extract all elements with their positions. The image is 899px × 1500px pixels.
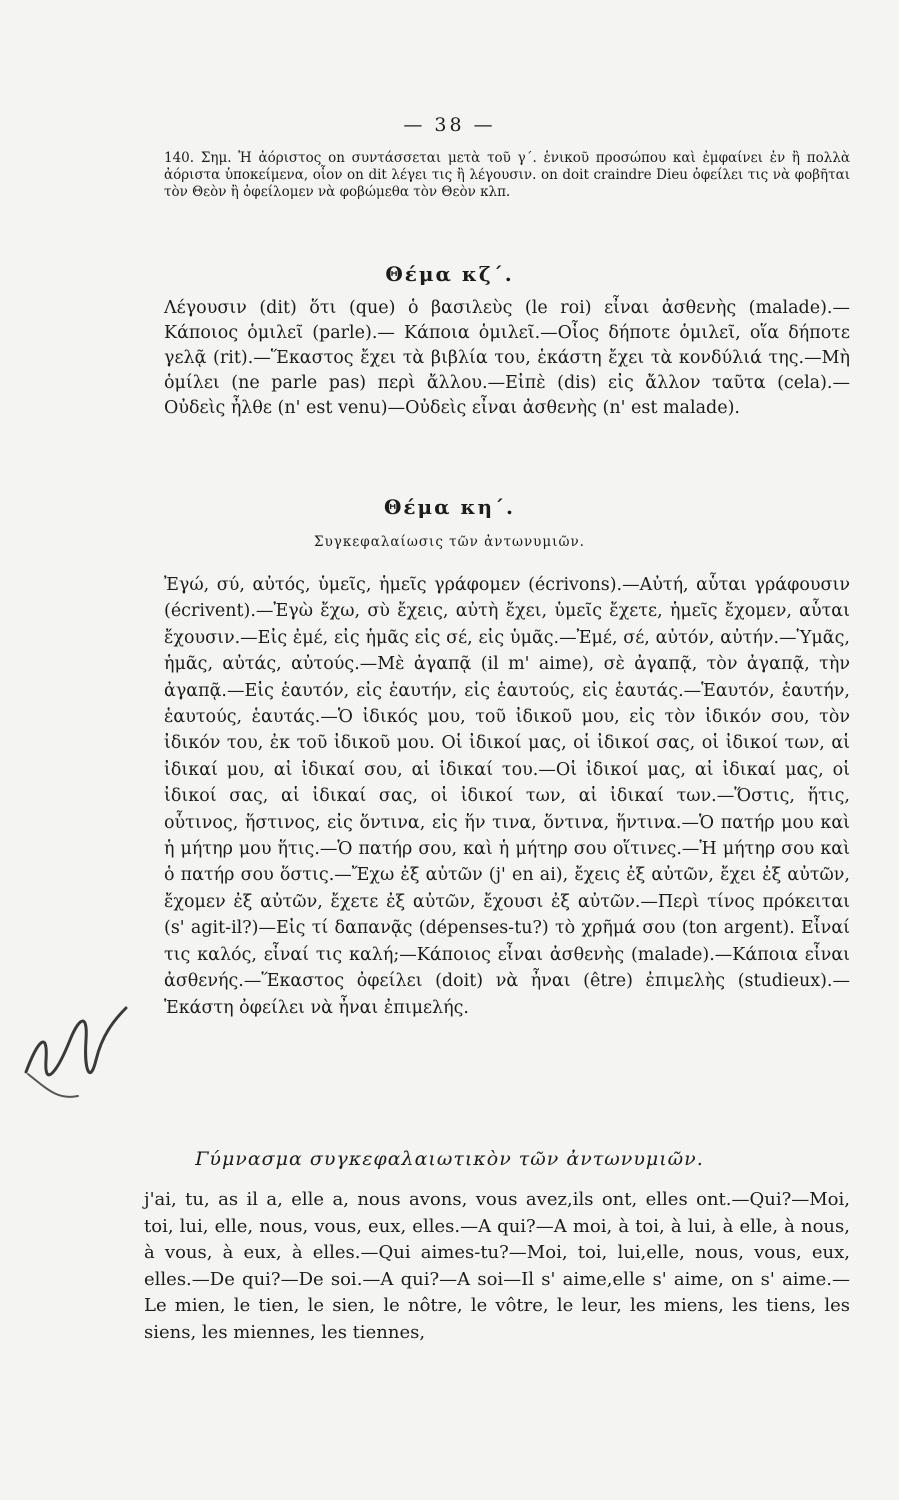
page-number: — 38 — (403, 114, 496, 136)
exercise-text: j'ai, tu, as il a, elle a, nous avons, vous avez,ils ont, elles ont.—Qui?—Moi, toi, lui, elle, nous, vous, eux, elles.—A qui?—A moi, à toi, à lui, à elle, à nous, à vous, à eux, à elles.—Qui aimes-tu?—Moi, toi, lui,elle, nous, vous, eux, elles.—De qui?—De soi.—A qui?—A soi—Il s' aime,elle s' aime, on s' aime.—Le mien, le tien, le sien, le nôtre, le vôtre, le leur, les miens, les tiens, les siens, les miennes, les tiennes, (144, 1189, 850, 1343)
theme-28-text: Ἐγώ, σύ, αὐτός, ὑμεῖς, ἡμεῖς γράφομεν (écrivons).—Αὐτή, αὗται γράφουσιν (écrivent).—Ἐγὼ ἔχω, σὺ ἔχεις, αὐτὴ ἔχει, ὑμεῖς ἔχετε, ἡμεῖς ἔχομεν, αὗται ἔχουσιν.—Εἰς ἐμέ, εἰς ἡμᾶς εἰς σέ, εἰς ὑμᾶς.—Ἐμέ, σέ, αὐτόν, αὐτήν.—Ὑμᾶς, ἡμᾶς, αὐτάς, αὐτούς.—Μὲ ἀγαπᾷ (il m' aime), σὲ ἀγαπᾷ, τὸν ἀγαπᾷ, τὴν ἀγαπᾷ.—Εἰς ἑαυτόν, εἰς ἑαυτήν, εἰς ἑαυτούς, εἰς ἑαυτάς.—Ἑαυτόν, ἑαυτήν, ἑαυτούς, ἑαυτάς.—Ὁ ἰδικός μου, τοῦ ἰδικοῦ μου, εἰς τὸν ἰδικόν σου, τὸν ἰδικόν του, ἐκ τοῦ ἰδικοῦ μου. Οἱ ἰδικοί μας, οἱ ἰδικοί σας, οἱ ἰδικοί των, αἱ ἰδικαί μου, αἱ ἰδικαί σου, αἱ ἰδικαί του.—Οἱ ἰδικοί μας, αἱ ἰδικαί μας, οἱ ἰδικοί σας, αἱ ἰδικαί σας, οἱ ἰδικοί των, αἱ ἰδικαί των.—Ὅστις, ἥτις, οὗτινος, ἥστινος, εἰς ὅντινα, εἰς ἥν τινα, ὅντινα, ἥντινα.—Ὁ πατήρ μου καὶ ἡ μήτηρ μου ἥτις.—Ὁ πατήρ σου, καὶ ἡ μήτηρ σου οἵτινες.—Ἡ μήτηρ σου καὶ ὁ πατήρ σου ὅστις.—Ἔχω ἐξ αὐτῶν (j' en ai), ἔχεις ἐξ αὐτῶν, ἔχει ἐξ αὐτῶν, ἔχομεν ἐξ αὐτῶν, ἔχετε ἐξ αὐτῶν, ἔχουσι ἐξ αὐτῶν.—Περὶ τίνος πρόκειται (s' agit-il?)—Εἰς τί δαπανᾷς (dépenses-tu?) τὸ χρῆμά σου (ton argent). Εἶναί τις καλός, εἶναί τις καλή;—Κάποιος εἶναι ἀσθενὴς (malade).—Κάποια εἶναι ἀσθενής.—Ἕκαστος ὀφείλει (doit) νὰ ἦναι (être) ἐπιμελὴς (studieux).—Ἑκάστη ὀφείλει νὰ ἦναι ἐπιμελής. (164, 575, 850, 1018)
theme-27-heading: Θέμα κζ΄. (385, 262, 514, 286)
footnote-paragraph: 140. Σημ. Ἡ ἀόριστος on συντάσσεται μετὰ τοῦ γ΄. ἑνικοῦ προσώπου καὶ ἐμφαίνει ἐν ἢ πολλὰ ἀόριστα ὑποκείμενα, οἷον on dit λέγει τις ἢ λέγουσιν. on doit craindre Dieu ὀφείλει τις νὰ φοβῆται τὸν Θεὸν ἢ ὀφείλομεν νὰ φοβώμεθα τὸν Θεὸν κλπ. (164, 150, 850, 200)
theme-28-subheading: Συγκεφαλαίωσις τῶν ἀντωνυμιῶν. (314, 534, 585, 550)
exercise-heading: Γύμνασμα συγκεφαλαιωτικὸν τῶν ἀντωνυμιῶν. (195, 1148, 704, 1170)
theme-27-text: Λέγουσιν (dit) ὅτι (que) ὁ βασιλεὺς (le roi) εἶναι ἀσθενὴς (malade).—Κάποιος ὁμιλεῖ (parle).— Κάποια ὁμιλεῖ.—Οἷος δήποτε ὁμιλεῖ, οἵα δήποτε γελᾷ (rit).—Ἕκαστος ἔχει τὰ βιβλία του, ἑκάστη ἔχει τὰ κονδύλιά της.—Μὴ ὁμίλει (ne parle pas) περὶ ἄλλου.—Εἰπὲ (dis) εἰς ἄλλον ταῦτα (cela).—Οὐδεὶς ἦλθε (n' est venu)—Οὐδεὶς εἶναι ἀσθενὴς (n' est malade). (164, 298, 850, 418)
theme-28-heading: Θέμα κη΄. (383, 495, 516, 519)
handwritten-margin-mark (18, 1000, 138, 1110)
